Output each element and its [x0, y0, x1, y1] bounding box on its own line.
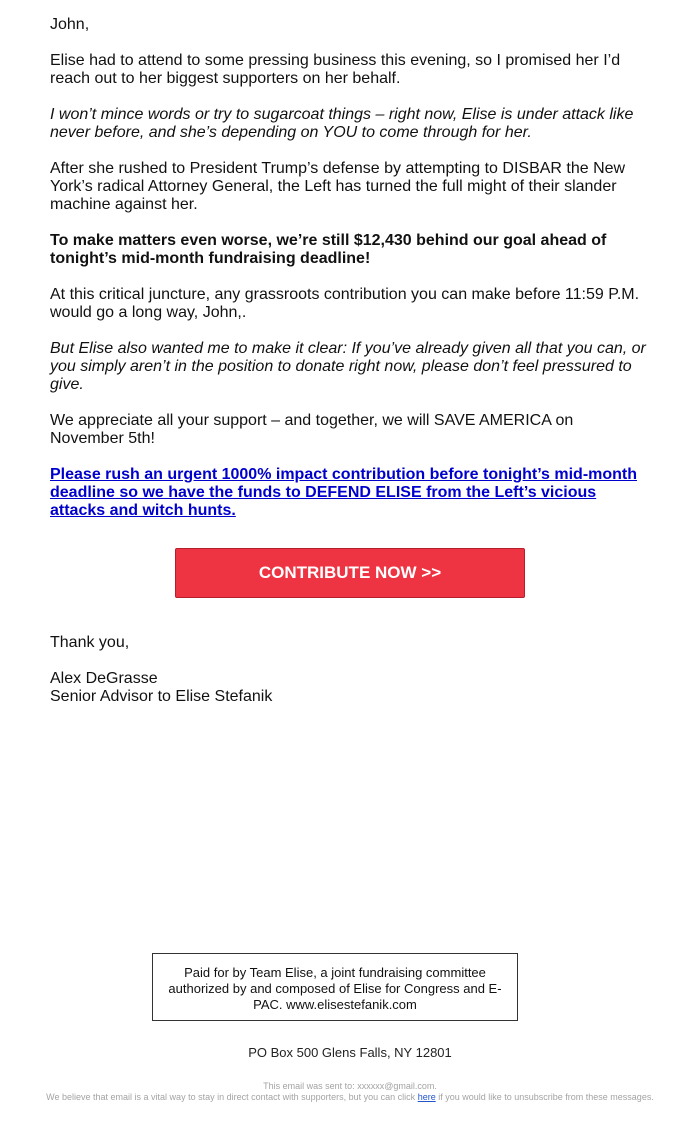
- button-container: [50, 548, 650, 598]
- mailing-address: PO Box 500 Glens Falls, NY 12801: [248, 1045, 452, 1060]
- sent-to-notice: This email was sent to: xxxxxx@gmail.com.: [263, 1081, 437, 1091]
- unsubscribe-link[interactable]: here: [417, 1092, 436, 1102]
- paragraph-no-pressure: But Elise also wanted me to make it clear: If you’ve already given all that you can, or you simply aren’t in the position to donate right now, please don’t feel pressured to give.: [50, 340, 646, 393]
- unsubscribe-notice: [40, 1092, 660, 1103]
- paragraph-appreciate: We appreciate all your support – and together, we will SAVE AMERICA on November 5th!: [50, 412, 574, 447]
- signer-title: Senior Advisor to Elise Stefanik: [50, 688, 273, 705]
- signature: [50, 670, 650, 706]
- paid-for-disclaimer: Paid for by Team Elise, a joint fundraising committee authorized by and composed of Elise for Congress and E-PAC. www.elisestefanik.com: [152, 953, 518, 1021]
- paragraph-deadline: To make matters even worse, we’re still $12,430 behind our goal ahead of tonight’s mid-month fundraising deadline!: [50, 232, 607, 267]
- contribute-link[interactable]: Please rush an urgent 1000% impact contribution before tonight’s mid-month deadline so we have the funds to DEFEND ELISE from the Left’s vicious attacks and witch hunts.: [50, 466, 638, 519]
- paragraph-intro: Elise had to attend to some pressing business this evening, so I promised her I’d reach out to her biggest supporters on her behalf.: [50, 52, 621, 87]
- paragraph-juncture: At this critical juncture, any grassroots contribution you can make before 11:59 P.M. would go a long way, John,.: [50, 286, 640, 321]
- paragraph-attack: I won’t mince words or try to sugarcoat things – right now, Elise is under attack like never before, and she’s depending on YOU to come through for her.: [50, 106, 634, 141]
- greeting: John,: [50, 16, 90, 33]
- contribute-now-button[interactable]: CONTRIBUTE NOW >>: [175, 548, 525, 598]
- email-body: [50, 16, 650, 706]
- paragraph-defense: After she rushed to President Trump’s defense by attempting to DISBAR the New York’s radical Attorney General, the Left has turned the full might of their slander machine against her.: [50, 160, 626, 213]
- fine-print: [40, 1081, 660, 1103]
- signoff: Thank you,: [50, 634, 130, 651]
- unsubscribe-text-pre: We believe that email is a vital way to stay in direct contact with supporters, but you can click: [46, 1092, 416, 1102]
- signer-name: Alex DeGrasse: [50, 670, 158, 687]
- unsubscribe-text-post: if you would like to unsubscribe from these messages.: [438, 1092, 654, 1102]
